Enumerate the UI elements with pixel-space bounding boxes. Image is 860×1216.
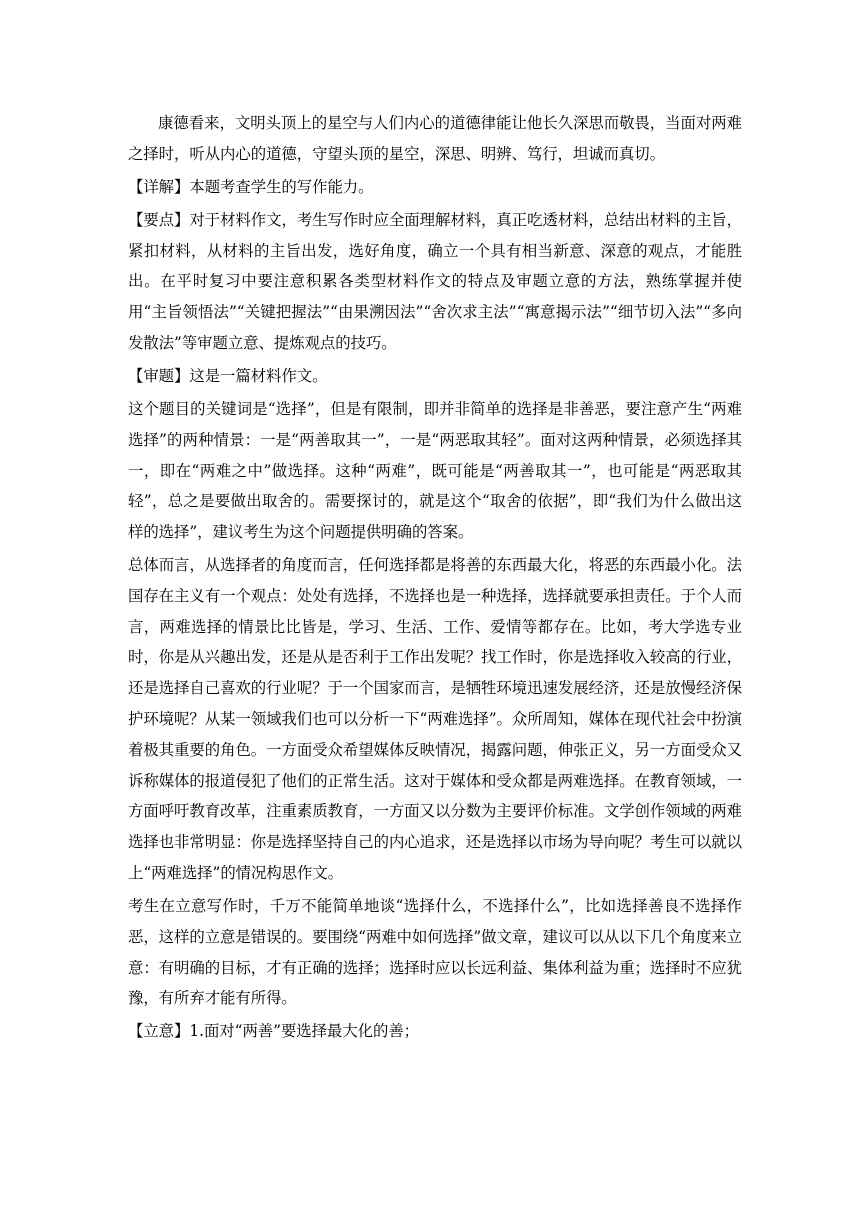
section-label: 【详解】 [128, 177, 190, 196]
paragraph-text: 本题考查学生的写作能力。 [189, 177, 374, 196]
document-page [128, 108, 742, 1049]
paragraph-text: 1.面对“两善”要选择最大化的善； [189, 1022, 420, 1041]
paragraph-explanation [128, 172, 742, 203]
paragraph-thesis [128, 1016, 742, 1047]
paragraph-conclusion [128, 108, 742, 170]
paragraph-text: 对于材料作文，考生写作时应全面理解材料，真正吃透材料，总结出材料的主旨，紧扣材料，从材料的主旨出发，选好角度，确立一个具有相当新意、深意的观点，才能胜出。在平时复习中要注意积累各类型材料作文的特点及审题立意的方法，熟练掌握并使用“主旨领悟法”“关键把握法”“由果溯因法”“舍次求主法”“寓意揭示法”“细节切入法”“多向发散法”等审题立意、提炼观点的技巧。 [128, 210, 742, 352]
paragraph-keyword-analysis [128, 394, 742, 548]
paragraph-general-discussion [128, 550, 742, 889]
paragraph-text: 这是一篇材料作文。 [189, 366, 328, 385]
section-label: 【审题】 [128, 366, 190, 385]
paragraph-key-points [128, 205, 742, 359]
paragraph-text: 总体而言，从选择者的角度而言，任何选择都是将善的东西最大化，将恶的东西最小化。法国存在主义有一个观点：处处有选择，不选择也是一种选择，选择就要承担责任。于个人而言，两难选择的情景比比皆是，学习、生活、工作、爱情等都存在。比如，考大学选专业时，你是从兴趣出发，还是从是否利于工作出发呢？找工作时，你是选择收入较高的行业，还是选择自己喜欢的行业呢？于一个国家而言，是牺牲环境迅速发展经济，还是放慢经济保护环境呢？从某一领域我们也可以分析一下“两难选择”。众所周知，媒体在现代社会中扮演着极其重要的角色。一方面受众希望媒体反映情况，揭露问题，伸张正义，另一方面受众又诉称媒体的报道侵犯了他们的正常生活。这对于媒体和受众都是两难选择。在教育领域，一方面呼吁教育改革，注重素质教育，一方面又以分数为主要评价标准。文学创作领域的两难选择也非常明显：你是选择坚持自己的内心追求，还是选择以市场为导向呢？考生可以就以上“两难选择”的情况构思作文。 [128, 556, 742, 883]
paragraph-text: 这个题目的关键词是“选择”，但是有限制，即并非简单的选择是非善恶，要注意产生“两难选择”的两种情景：一是“两善取其一”，一是“两恶取其轻”。面对这两种情景，必须选择其一，即在“两难之中”做选择。这种“两难”，既可能是“两善取其一”，也可能是“两恶取其轻”，总之是要做出取舍的。需要探讨的，就是这个“取舍的依据”，即“我们为什么做出这样的选择”，建议考生为这个问题提供明确的答案。 [128, 399, 742, 542]
section-label: 【要点】 [128, 210, 190, 229]
paragraph-text: 考生在立意写作时，千万不能简单地谈“选择什么，不选择什么”，比如选择善良不选择作恶，这样的立意是错误的。要围绕“两难中如何选择”做文章，建议可以从以下几个角度来立意：有明确的目标，才有正确的选择；选择时应以长远利益、集体利益为重；选择时不应犹豫，有所弃才能有所得。 [128, 897, 742, 1008]
section-label: 【立意】 [128, 1022, 190, 1041]
paragraph-topic-review [128, 361, 742, 392]
paragraph-text: 康德看来，文明头顶上的星空与人们内心的道德律能让他长久深思而敬畏，当面对两难之择时，听从内心的道德，守望头顶的星空，深思、明辨、笃行，坦诚而真切。 [128, 114, 742, 163]
paragraph-writing-advice [128, 891, 742, 1014]
